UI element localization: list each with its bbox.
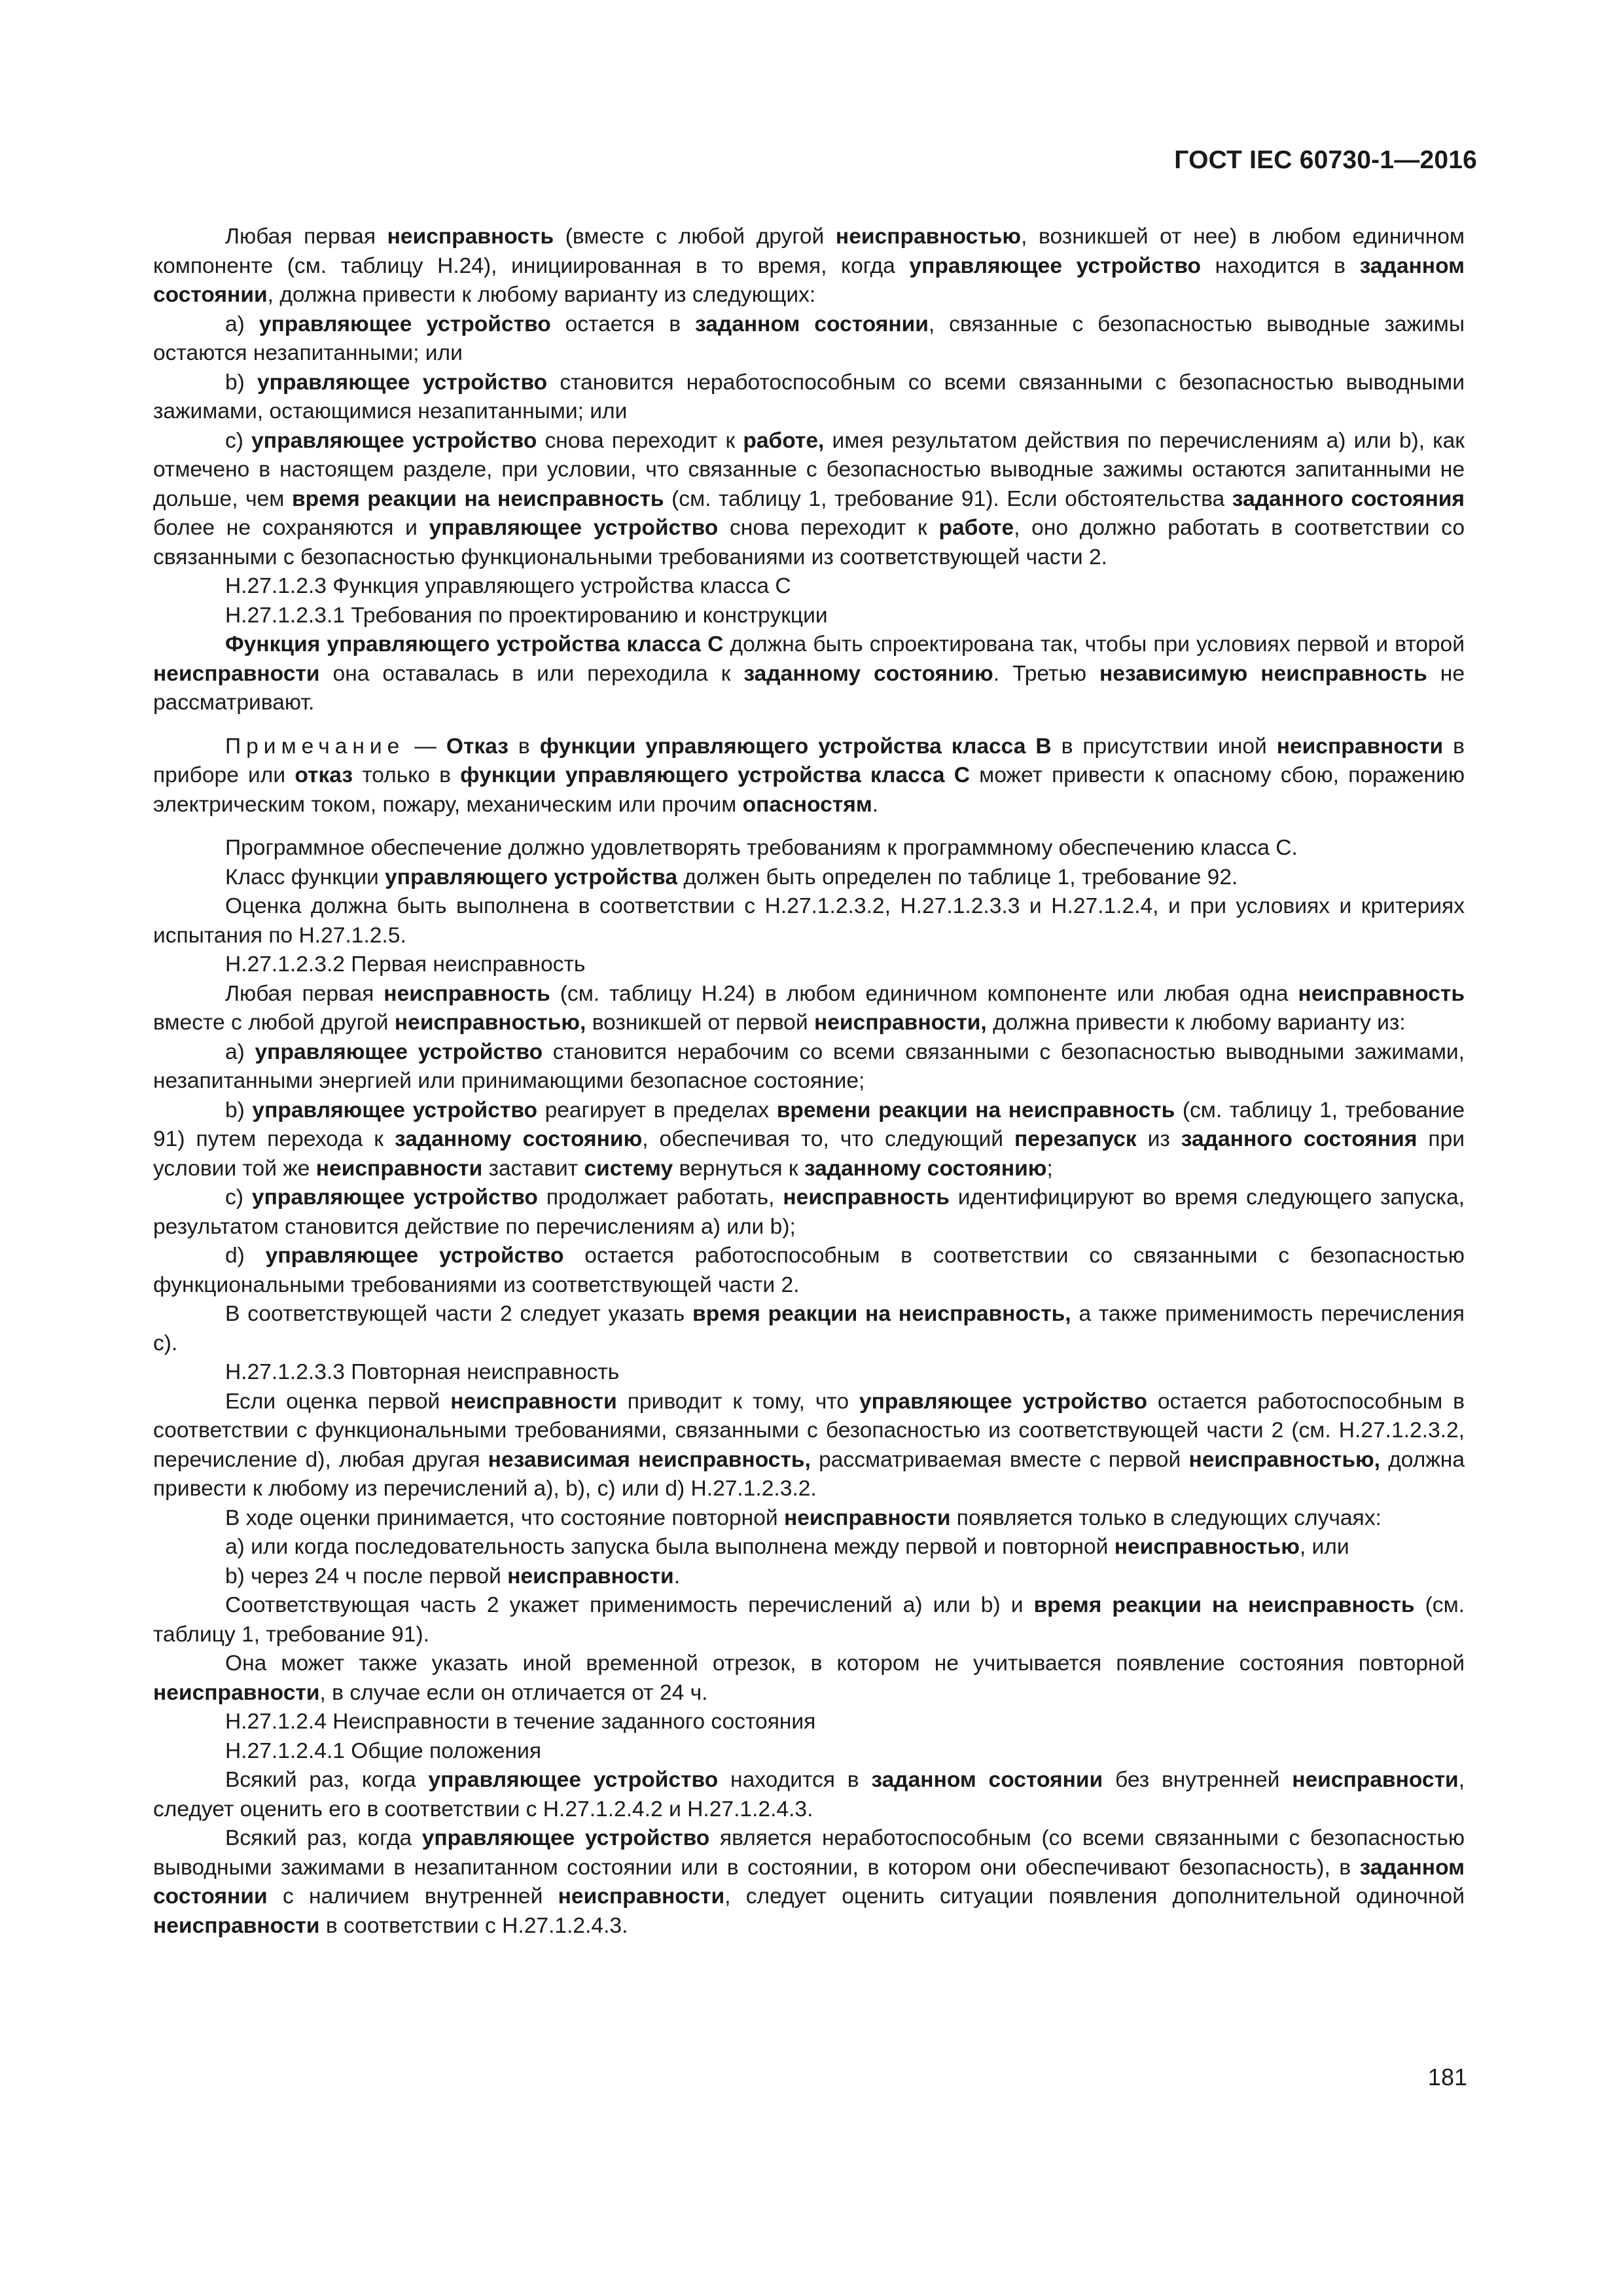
term: систему — [584, 1156, 673, 1181]
text-run: Любая первая — [225, 224, 387, 249]
text-run: Н.27.1.2.3.2 Первая неисправность — [225, 952, 586, 977]
text-run: снова переходит к — [718, 516, 939, 540]
text-run: , должна привести к любому варианту из следующих: — [267, 283, 816, 307]
page-number: 181 — [1427, 2064, 1467, 2090]
term: неисправность — [383, 981, 550, 1006]
term: функции управляющего устройства класса С — [460, 763, 970, 787]
section-heading — [153, 950, 1465, 980]
text-run: должен быть определен по таблице 1, требование 92. — [677, 865, 1238, 889]
text-run: только в — [353, 763, 461, 787]
section-heading — [153, 572, 1465, 601]
text-run: должна привести к любому варианту из: — [986, 1011, 1406, 1035]
text-run: ; — [1046, 1156, 1053, 1181]
term: независимую неисправность — [1099, 661, 1427, 686]
text-run: Всякий раз, когда — [225, 1826, 422, 1850]
paragraph — [153, 630, 1465, 718]
list-item — [153, 368, 1465, 427]
term: независимая неисправность, — [488, 1447, 811, 1472]
term: заданного состояния — [1232, 486, 1465, 511]
section-heading — [153, 1708, 1465, 1737]
paragraph — [153, 1300, 1465, 1358]
text-run: В ходе оценки принимается, что состояние повторной — [225, 1505, 784, 1530]
text-run: Любая первая — [225, 981, 384, 1006]
term: заданному состоянию — [394, 1127, 643, 1151]
text-run: Если оценка первой — [225, 1389, 451, 1414]
text-run: . — [673, 1564, 681, 1588]
list-item — [153, 1183, 1465, 1242]
term: управляющее устройство — [259, 312, 551, 336]
text-run: c) — [225, 428, 252, 453]
text-run: может привести к опасному сбою, поражению электрическим током, пожару, механическим или прочим — [153, 763, 1465, 817]
text-run: Н.27.1.2.4 Неисправности в течение заданного состояния — [225, 1710, 816, 1734]
section-heading — [153, 1737, 1465, 1767]
section-heading — [153, 1358, 1465, 1388]
text-run: должна привести к любому из перечислений a), b), c) или d) Н.27.1.2.3.2. — [153, 1447, 1465, 1501]
text-run: Н.27.1.2.3.1 Требования по проектированию и конструкции — [225, 603, 828, 628]
note-label: Примечание — [225, 734, 405, 759]
text-run: она оставалась в или переходила к — [319, 661, 744, 686]
list-item — [153, 1533, 1465, 1562]
term: опасностям — [742, 792, 872, 817]
text-run: . — [872, 792, 879, 817]
term: управляющее устройство — [909, 253, 1202, 278]
text-run: не рассматривают. — [153, 661, 1465, 715]
term: неисправности — [153, 1913, 320, 1938]
text-run: более не сохраняются и — [153, 516, 429, 540]
term: неисправности — [558, 1884, 725, 1909]
text-run: , связанные с безопасностью выводные зажимы остаются незапитанными; или — [153, 312, 1465, 365]
term: время реакции на неисправность — [291, 486, 664, 511]
term: управляющее устройство — [257, 370, 548, 395]
term: неисправности, — [813, 1011, 987, 1035]
text-run: (см. таблицу 1, требование 91). Если обстоятельства — [664, 486, 1232, 511]
text-run: остается работоспособным в соответствии со связанными с безопасностью функциональными требованиями из соответствующей части 2. — [153, 1244, 1465, 1297]
text-run: , возникшей от нее) в любом единичном компоненте (см. таблицу Н.24), инициированная в то время, когда — [153, 224, 1465, 278]
text-run: . Третью — [993, 661, 1100, 686]
text-run: Н.27.1.2.3.3 Повторная неисправность — [225, 1360, 620, 1384]
term: неисправность — [783, 1185, 950, 1210]
term: неисправности — [315, 1156, 483, 1181]
term: неисправности — [450, 1389, 617, 1414]
section-heading — [153, 601, 1465, 631]
paragraph — [153, 1388, 1465, 1504]
paragraph — [153, 892, 1465, 950]
term: управляющее устройство — [428, 1768, 719, 1792]
text-run: из — [1136, 1127, 1181, 1151]
text-run: (см. таблицу 1, требование 91). — [153, 1593, 1465, 1647]
term: неисправности — [507, 1564, 674, 1588]
term: заданном состоянии — [153, 1855, 1465, 1909]
term: заданного состояния — [1181, 1127, 1418, 1151]
text-run: а также применимость перечисления c). — [153, 1302, 1465, 1355]
term: Функция управляющего устройства класса С — [225, 632, 724, 656]
text-run: , следует оценить ситуации появления дополнительной одиночной — [724, 1884, 1465, 1909]
text-run: Н.27.1.2.3 Функция управляющего устройства класса С — [225, 574, 791, 598]
term: управляющее устройство — [251, 428, 537, 453]
text-run: становится нерабочим со всеми связанными с безопасностью выводными зажимами, незапитанными энергией или принимающими безопасное состояние; — [153, 1039, 1465, 1093]
term: управляющее устройство — [265, 1244, 564, 1268]
text-run: имея результатом действия по перечислениям a) или b), как отмечено в настоящем разделе, при условии, что связанные с безопасностью выводные зажимы остаются запитанными не дольше, чем — [153, 428, 1465, 511]
term: работе, — [743, 428, 825, 453]
term: неисправности — [1292, 1768, 1459, 1792]
text-run: Она может также указать иной временной отрезок, в котором не учитывается появление состояния повторной — [225, 1651, 1465, 1676]
text-run: Программное обеспечение должно удовлетворять требованиям к программному обеспечению класса С. — [225, 836, 1298, 860]
text-run: a) — [225, 1039, 255, 1064]
text-run: в соответствии с Н.27.1.2.4.3. — [319, 1913, 628, 1938]
term: заданном состоянии — [871, 1768, 1103, 1792]
text-run: является неработоспособным (со всеми связанными с безопасностью выводными зажимами в незапитанном состоянии или в состоянии, в котором они обеспечивают безопасность), в — [153, 1826, 1465, 1880]
term: время реакции на неисправность, — [692, 1302, 1071, 1326]
term: управляющее устройство — [859, 1389, 1147, 1414]
text-run: находится в — [1201, 253, 1360, 278]
term: времени реакции на неисправность — [776, 1098, 1175, 1122]
list-item — [153, 1096, 1465, 1184]
text-run: (см. таблицу 1, требование 91) путем перехода к — [153, 1098, 1465, 1151]
term: неисправность — [387, 224, 554, 249]
document-body — [153, 223, 1465, 1941]
paragraph — [153, 980, 1465, 1038]
term: управляющее устройство — [255, 1039, 543, 1064]
text-run: В соответствующей части 2 следует указать — [225, 1302, 693, 1326]
text-run: d) — [225, 1244, 266, 1268]
text-run: находится в — [718, 1768, 872, 1792]
term: неисправности — [783, 1505, 951, 1530]
list-item — [153, 1242, 1465, 1300]
paragraph — [153, 1504, 1465, 1534]
list-item — [153, 427, 1465, 573]
list-item — [153, 1038, 1465, 1096]
text-run: появляется только в следующих случаях: — [950, 1505, 1382, 1530]
text-run: — — [404, 734, 446, 759]
term: неисправностью, — [394, 1011, 586, 1035]
text-run: возникшей от первой — [586, 1011, 814, 1035]
text-run: Оценка должна быть выполнена в соответствии с Н.27.1.2.3.2, Н.27.1.2.3.3 и Н.27.1.2.4, и при условиях и критериях испытания по Н.27.1.2.5. — [153, 894, 1465, 948]
text-run: остается работоспособным в соответствии с функциональными требованиями, связанными с безопасностью из соответствующей части 2 (см. Н.27.1.2.3.2, перечисление d), любая другая — [153, 1389, 1465, 1472]
term: заданном состоянии — [153, 253, 1465, 307]
text-run: в присутствии иной — [1051, 734, 1277, 759]
text-run: , в случае если он отличается от 24 ч. — [319, 1680, 708, 1705]
text-run: вместе с любой другой — [153, 1011, 395, 1035]
term: неисправность — [1298, 981, 1465, 1006]
text-run: b) — [225, 370, 257, 395]
list-item — [153, 310, 1465, 368]
text-run: должна быть спроектирована так, чтобы при условиях первой и второй — [723, 632, 1465, 656]
paragraph — [153, 863, 1465, 893]
text-run: рассматриваемая вместе с первой — [810, 1447, 1189, 1472]
text-run: при условии той же — [153, 1127, 1465, 1181]
text-run: b) — [225, 1098, 253, 1122]
term: заданном состоянии — [694, 312, 929, 336]
paragraph — [153, 223, 1465, 310]
term: время реакции на неисправность — [1033, 1593, 1415, 1617]
term: заданному состоянию — [804, 1156, 1047, 1181]
text-run: Всякий раз, когда — [225, 1768, 429, 1792]
term: неисправностью — [1114, 1535, 1300, 1559]
term: функции управляющего устройства класса В — [539, 734, 1052, 759]
text-run: снова переходит к — [537, 428, 743, 453]
term: неисправностью — [835, 224, 1022, 249]
list-item — [153, 1562, 1465, 1592]
text-run: a) — [225, 312, 259, 336]
text-run: в приборе или — [153, 734, 1465, 787]
term: неисправности — [153, 661, 320, 686]
term: отказ — [294, 763, 353, 787]
text-run: (вместе с любой другой — [554, 224, 836, 249]
text-run: , или — [1299, 1535, 1349, 1559]
text-run: , оно должно работать в соответствии со связанными с безопасностью функциональными требованиями из соответствующей части 2. — [153, 516, 1465, 569]
text-run: , следует оценить его в соответствии с Н.27.1.2.4.2 и Н.27.1.2.4.3. — [153, 1768, 1465, 1821]
text-run: остается в — [550, 312, 695, 336]
text-run: Н.27.1.2.4.1 Общие положения — [225, 1738, 542, 1763]
term: управляющее устройство — [421, 1826, 710, 1850]
term: неисправностью, — [1188, 1447, 1380, 1472]
term: работе — [938, 516, 1014, 540]
text-run: Соответствующая часть 2 укажет применимость перечислений a) или b) и — [225, 1593, 1034, 1617]
text-run: вернуться к — [673, 1156, 804, 1181]
term: неисправности — [153, 1680, 320, 1705]
text-run: заставит — [482, 1156, 584, 1181]
paragraph — [153, 1824, 1465, 1941]
note — [153, 732, 1465, 820]
term: заданному состоянию — [743, 661, 993, 686]
text-run: становится неработоспособным со всеми связанными с безопасностью выводными зажимами, остающимися незапитанными; или — [153, 370, 1465, 423]
term: управляющее устройство — [252, 1098, 538, 1122]
text-run: (см. таблицу Н.24) в любом единичном компоненте или любая одна — [550, 981, 1298, 1006]
text-run: c) — [225, 1185, 252, 1210]
paragraph — [153, 834, 1465, 863]
term: управляющее устройство — [251, 1185, 538, 1210]
text-run: a) или когда последовательность запуска была выполнена между первой и повторной — [225, 1535, 1115, 1559]
standard-header: ГОСТ IEC 60730-1—2016 — [1174, 146, 1477, 174]
text-run: Класс функции — [225, 865, 385, 889]
text-run: продолжает работать, — [537, 1185, 783, 1210]
text-run: приводит к тому, что — [616, 1389, 859, 1414]
text-run: , обеспечивая то, что следующий — [642, 1127, 1014, 1151]
paragraph — [153, 1591, 1465, 1649]
term: неисправности — [1276, 734, 1444, 759]
paragraph — [153, 1649, 1465, 1708]
term: управляющего устройства — [385, 865, 678, 889]
text-run: реагирует в пределах — [537, 1098, 777, 1122]
text-run: идентифицируют во время следующего запуска, результатом становится действие по перечислениям a) или b); — [153, 1185, 1465, 1239]
text-run: в — [508, 734, 540, 759]
text-run: без внутренней — [1103, 1768, 1293, 1792]
term: перезапуск — [1014, 1127, 1137, 1151]
text-run: b) через 24 ч после первой — [225, 1564, 508, 1588]
term: Отказ — [446, 734, 508, 759]
text-run: с наличием внутренней — [267, 1884, 558, 1909]
term: управляющее устройство — [429, 516, 719, 540]
paragraph — [153, 1766, 1465, 1824]
